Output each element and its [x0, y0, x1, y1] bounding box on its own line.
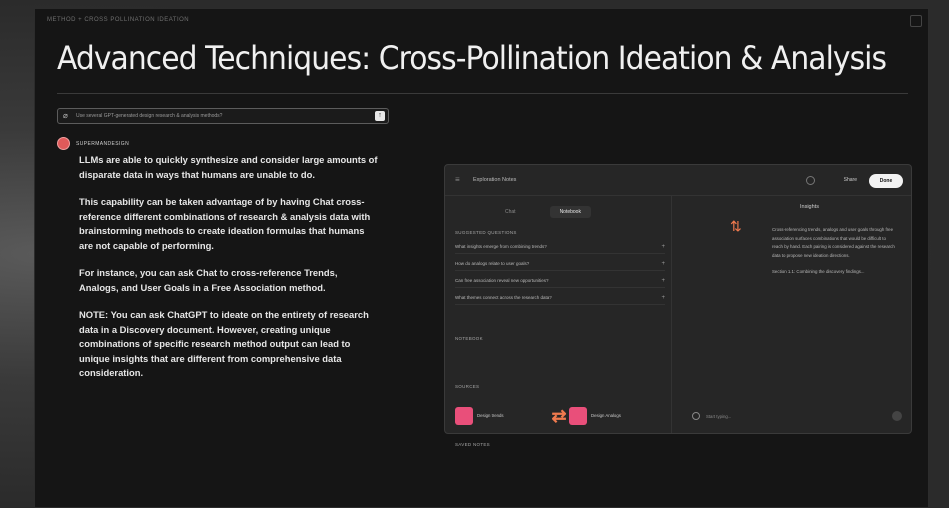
speaker [57, 137, 129, 150]
question-text: Can free association reveal new opportunities? [455, 278, 549, 283]
paragraph: Section 1.1: Combining the discovery findings... [772, 269, 865, 274]
section-label: SUGGESTED QUESTIONS [455, 230, 517, 235]
paragraph: NOTE: You can ask ChatGPT to ideate on the entirety of research data in a Discovery document. However, creating unique combinations of specific research method output can lead to unique insights that are different from comprehensive data consideration. [79, 309, 369, 378]
plus-icon[interactable]: + [661, 277, 665, 284]
embedded-app-screenshot [444, 164, 912, 447]
question-row[interactable] [455, 240, 665, 254]
chat-input[interactable] [692, 409, 902, 423]
plus-icon[interactable]: + [661, 243, 665, 250]
plus-icon[interactable]: + [661, 294, 665, 301]
doc-title: Exploration Notes [473, 177, 517, 183]
insights-text [772, 226, 897, 285]
paragraph: Cross-referencing trends, analogs and user goals through free association surfaces combinations that would be difficult to reach by hand. Each pairing is considered against the research data to propose new ideation directions. [772, 227, 895, 258]
source-thumbnail [455, 407, 473, 425]
paragraph: For instance, you can ask Chat to cross-reference Trends, Analogs, and User Goals in a Free Association method. [79, 267, 338, 293]
source-item[interactable] [455, 405, 549, 427]
share-button[interactable]: Share [843, 177, 857, 183]
submit-icon[interactable] [892, 411, 902, 421]
source-thumbnail [569, 407, 587, 425]
prompt-bar[interactable] [57, 108, 389, 124]
sources-row [455, 401, 665, 431]
question-text: How do analogs relate to user goals? [455, 261, 530, 266]
question-text: What themes connect across the research data? [455, 295, 552, 300]
menu-icon[interactable]: ≡ [455, 175, 460, 184]
settings-icon[interactable] [806, 176, 815, 185]
avatar [57, 137, 70, 150]
notes-label: NOTEBOOK [455, 336, 483, 341]
sources-label: SOURCES [455, 384, 480, 389]
insights-heading: Insights [800, 204, 819, 210]
page-title: Advanced Techniques: Cross-Pollination Ideation & Analysis [57, 39, 887, 77]
done-button[interactable]: Done [869, 174, 903, 188]
body-text [79, 153, 379, 394]
plus-icon[interactable]: + [661, 260, 665, 267]
question-row[interactable] [455, 274, 665, 288]
prompt-query[interactable]: Use several GPT-generated design research & analysis methods? [76, 113, 223, 119]
paperclip-icon[interactable]: ⌀ [63, 111, 68, 120]
saved-notes-label: SAVED NOTES [455, 442, 490, 447]
app-header [445, 165, 911, 196]
source-item[interactable] [569, 405, 663, 427]
question-row[interactable] [455, 257, 665, 271]
chat-input-placeholder[interactable]: Start typing... [706, 413, 732, 419]
question-text: What insights emerge from combining trends? [455, 244, 547, 249]
slide [34, 8, 929, 508]
speaker-name: SUPERMANDESIGN [76, 140, 130, 147]
question-row[interactable] [455, 291, 665, 305]
tab-chat[interactable]: Chat [505, 209, 516, 215]
paragraph: LLMs are able to quickly synthesize and consider large amounts of disparate data in ways that humans are unable to do. [79, 154, 378, 180]
left-pane [445, 196, 672, 447]
merge-arrow-icon: ⇄ [551, 406, 567, 426]
send-arrow-icon[interactable]: ↑ [375, 111, 385, 121]
tab-notebook[interactable]: Notebook [550, 206, 591, 218]
title-divider [57, 93, 908, 94]
paragraph: This capability can be taken advantage of by having Chat cross-reference different combinations of research & analysis data with brainstorming methods to create ideation formulas that humans are not capable of performing. [79, 196, 371, 251]
attach-icon[interactable] [692, 412, 700, 420]
breadcrumb: METHOD + CROSS POLLINATION IDEATION [47, 17, 190, 23]
source-title: Design trends [477, 413, 504, 418]
merge-arrow-icon: ⇅ [730, 218, 742, 234]
source-title: Design Analogs [591, 413, 621, 418]
corner-icon [910, 15, 922, 27]
right-pane [672, 196, 911, 433]
tab-bar [495, 206, 591, 218]
